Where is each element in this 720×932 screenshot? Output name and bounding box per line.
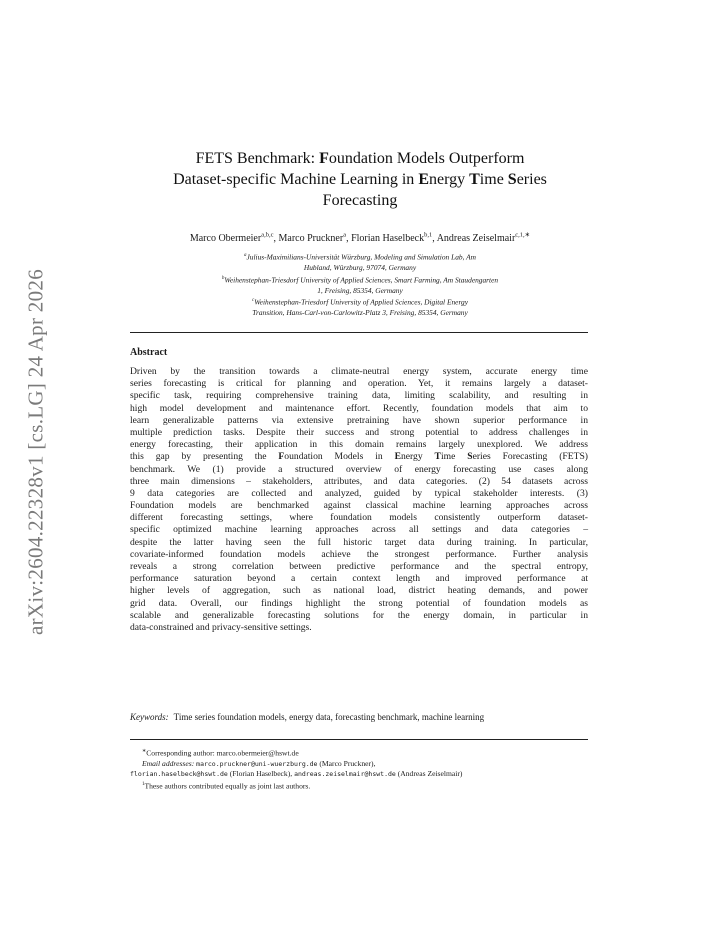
email-link-zeiselmair[interactable]: andreas.zeiselmair@hswt.de — [294, 770, 396, 779]
affiliation-c-line-2: Transition, Hans-Carl-von-Carlowitz-Platz 3, Freising, 85354, Germany — [252, 308, 468, 318]
abstract-line: Driven by the transition towards a climate-neutral energy system, accurate energy time — [130, 366, 588, 377]
keywords-text: Time series foundation models, energy data, forecasting benchmark, machine learning — [173, 712, 485, 722]
abstract-line: different forecasting settings, where foundation models consistently outperform dataset- — [130, 512, 588, 524]
title-line-3: Forecasting — [322, 192, 398, 209]
affiliation-c-line-1: $^c$Weihenstephan-Triesdorf University of Applied Sciences, Digital Energy — [251, 297, 469, 307]
paper-title — [130, 148, 590, 211]
abstract-line: data-constrained and privacy-sensitive settings. — [130, 621, 312, 633]
arxiv-identifier-stamp[interactable]: arXiv:2604.22328v1 [cs.LG] 24 Apr 2026 — [23, 268, 48, 636]
affiliation-a-line-1: $^a$Julius-Maximilians-Universität Würzburg, Modeling and Simulation Lab, Am — [243, 252, 476, 262]
abstract-line: grid data. Overall, our findings highlight the strong potential of foundation models as — [130, 597, 588, 609]
abstract-line: multiple prediction tasks. Despite their success and strong potential to address challenges in — [130, 426, 588, 438]
email-addresses-line-1: Email addresses: marco.pruckner@uni-wuerzburg.de (Marco Pruckner), — [142, 758, 376, 768]
affiliations — [140, 251, 580, 319]
email-link-pruckner[interactable]: marco.pruckner@uni-wuerzburg.de — [196, 759, 318, 768]
author: Florian Haselbeck$^{b,1}$, — [351, 232, 437, 245]
keywords — [130, 712, 588, 722]
footnote-rule — [130, 739, 588, 740]
corresponding-author-note: ∗Corresponding author: marco.obermeier@hswt.de — [142, 748, 299, 758]
affiliation-a-line-2: Hubland, Würzburg, 97074, Germany — [303, 263, 417, 273]
abstract-line: benchmark. We (1) provide a structured overview of energy forecasting use cases along — [130, 463, 588, 475]
abstract-line: covariate-informed foundation models achieve the strongest performance. Further analysis — [130, 548, 588, 560]
title-line-1: FETS Benchmark: Foundation Models Outperform — [195, 150, 525, 167]
email-link-haselbeck[interactable]: florian.haselbeck@hswt.de — [130, 770, 228, 779]
footnotes — [130, 747, 590, 792]
title-line-2: Dataset-specific Machine Learning in Energy Time Series — [173, 171, 547, 188]
affiliation-b-line-2: 1, Freising, 85354, Germany — [317, 285, 403, 295]
abstract-line: scalable and generalizable forecasting solutions for the energy domain, in particular in — [130, 609, 588, 621]
author-list — [130, 229, 590, 246]
affiliation-b-line-1: $^b$Weihenstephan-Triesdorf University of Applied Sciences, Smart Farming, Am Staudengarten — [221, 275, 499, 285]
abstract-line: series forecasting is critical for planning and operation. Yet, it remains largely a dataset- — [130, 378, 588, 390]
author: Marco Pruckner$^a$, — [278, 232, 352, 245]
abstract-line: reveals a strong correlation between predictive performance and the spectral entropy, — [130, 561, 588, 572]
abstract-line: this gap by presenting the Foundation Models in Energy Time Series Forecasting (FETS) — [130, 451, 589, 463]
author: Marco Obermeier$^{a,b,c}$, — [189, 232, 279, 245]
abstract-line: despite the latter having seen the full historic target data during training. In particular, — [130, 536, 588, 548]
author: Andreas Zeiselmair$^{c,1,∗}$ — [436, 232, 531, 245]
abstract-line: Foundation models are benchmarked against classical machine learning approaches across — [130, 500, 588, 512]
joint-authorship-note: $^1$These authors contributed equally as joint last authors. — [142, 781, 311, 791]
abstract-line: three main dimensions – stakeholders, attributes, and data categories. (2) 54 datasets across — [130, 475, 588, 487]
abstract-line: higher levels of aggregation, such as national load, district heating demands, and power — [130, 585, 588, 597]
email-addresses-line-2: florian.haselbeck@hswt.de (Florian Haselbeck), andreas.zeiselmair@hswt.de (Andreas Zeiselmair) — [130, 769, 463, 779]
abstract-line: specific task, requiring comprehensive training data, limiting scalability, and resulting in — [130, 390, 588, 402]
keywords-label: Keywords: — [130, 712, 169, 722]
abstract-line: specific optimized machine learning approaches across all settings and data categories – — [130, 524, 588, 536]
abstract-line: energy forecasting, their application in this domain remains largely unexplored. We address — [130, 439, 588, 451]
abstract-line: learn generalizable patterns via extensive pretraining have shown superior performance in — [130, 414, 588, 426]
abstract-line: performance saturation beyond a certain context length and improved performance at — [130, 573, 588, 585]
abstract-line: high model development and maintenance effort. Recently, foundation models that aim to — [130, 402, 588, 414]
abstract-top-rule — [130, 332, 588, 333]
abstract-line: 9 data categories are collected and analyzed, guided by typical stakeholder interests. (3) — [130, 487, 588, 499]
abstract-body — [130, 366, 588, 634]
abstract-heading: Abstract — [130, 347, 168, 358]
